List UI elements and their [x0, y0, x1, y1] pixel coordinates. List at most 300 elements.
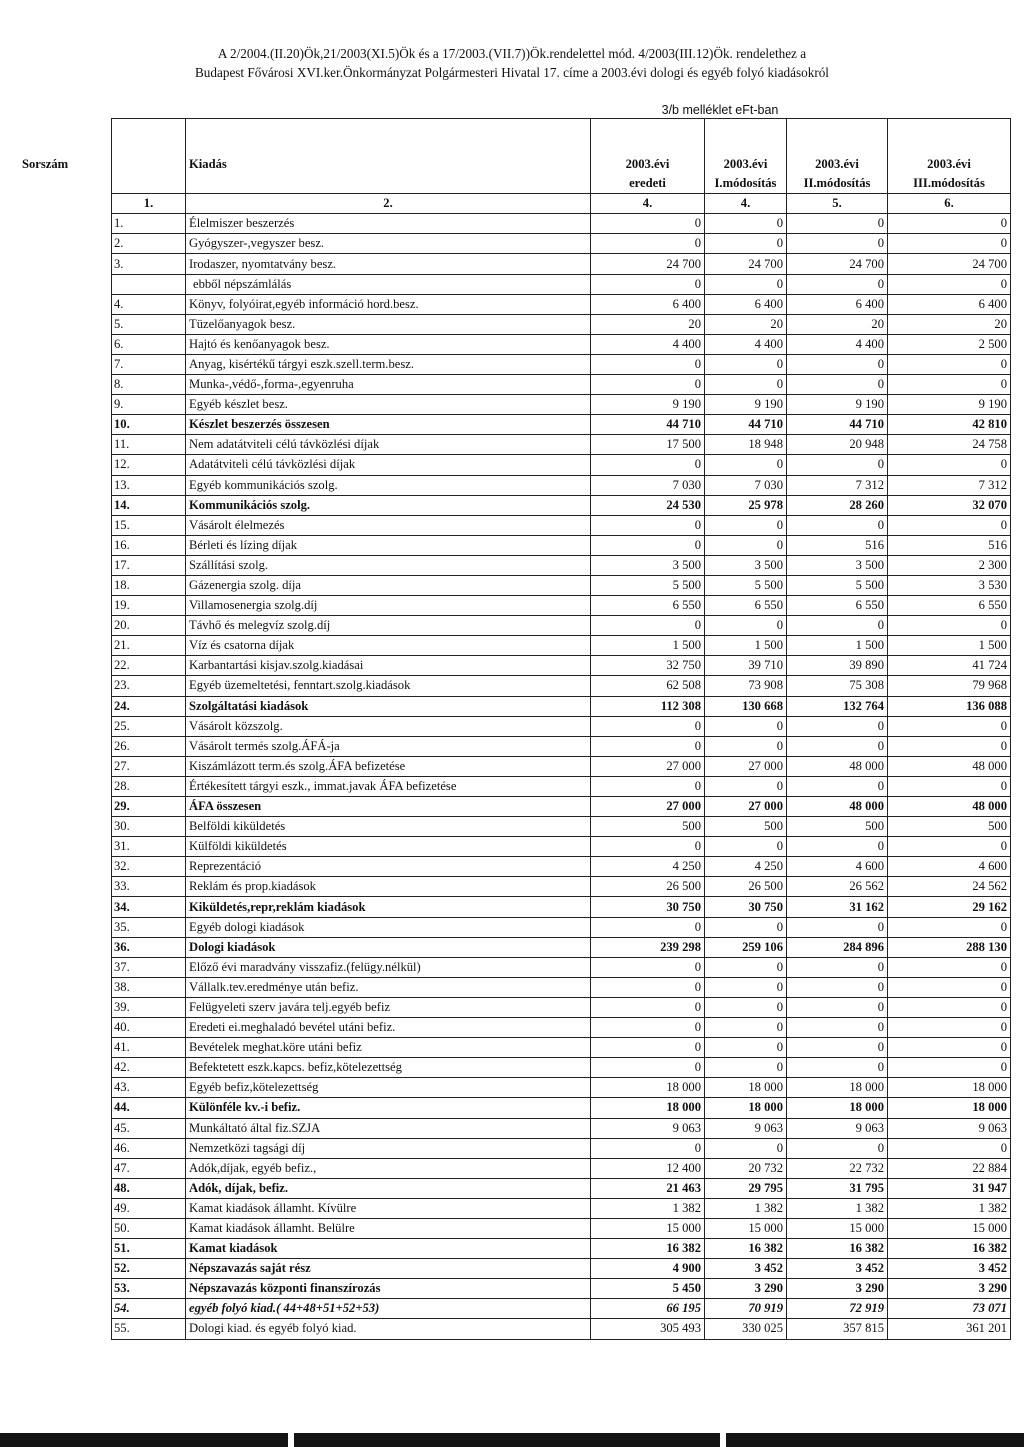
- table-row: [112, 575, 1011, 595]
- row-number: 18.: [112, 575, 186, 595]
- row-number: 55.: [112, 1319, 186, 1339]
- document-header: [0, 44, 1024, 82]
- row-label: Tüzelőanyagok besz.: [186, 314, 591, 334]
- header-line-2: Budapest Fővárosi XVI.ker.Önkormányzat Polgármesteri Hivatal 17. címe a 2003.évi dologi és egyéb folyó kiadásokról: [195, 65, 829, 80]
- table-row: [112, 214, 1011, 234]
- row-label: Vásárolt termés szolg.ÁFÁ-ja: [186, 736, 591, 756]
- row-number: 24.: [112, 696, 186, 716]
- row-value-col-4: 0: [888, 616, 1011, 636]
- row-label: Adatátviteli célú távközlési díjak: [186, 455, 591, 475]
- table-row: [112, 596, 1011, 616]
- row-value-col-3: 31 162: [787, 897, 888, 917]
- row-number: 22.: [112, 656, 186, 676]
- table-row: [112, 997, 1011, 1017]
- row-value-col-3: 3 290: [787, 1279, 888, 1299]
- row-value-col-3: 20: [787, 314, 888, 334]
- col-index-1: 1.: [112, 194, 186, 214]
- col-header-year-1: 2003.évi: [591, 155, 705, 174]
- header-row-index: [112, 194, 1011, 214]
- row-value-col-1: 9 190: [591, 395, 705, 415]
- row-value-col-1: 17 500: [591, 435, 705, 455]
- row-value-col-3: 31 795: [787, 1178, 888, 1198]
- row-number: 7.: [112, 354, 186, 374]
- row-value-col-3: 0: [787, 616, 888, 636]
- row-value-col-4: 2 300: [888, 555, 1011, 575]
- row-value-col-4: 0: [888, 234, 1011, 254]
- row-value-col-1: 239 298: [591, 937, 705, 957]
- row-value-col-4: 32 070: [888, 495, 1011, 515]
- table-row: [112, 294, 1011, 314]
- row-value-col-2: 6 400: [705, 294, 787, 314]
- row-value-col-2: 30 750: [705, 897, 787, 917]
- row-value-col-1: 4 900: [591, 1259, 705, 1279]
- row-value-col-1: 5 450: [591, 1279, 705, 1299]
- row-value-col-3: 18 000: [787, 1098, 888, 1118]
- row-value-col-4: 9 063: [888, 1118, 1011, 1138]
- col-index-5: 5.: [787, 194, 888, 214]
- row-value-col-3: 9 190: [787, 395, 888, 415]
- row-value-col-2: 0: [705, 917, 787, 937]
- row-value-col-2: 130 668: [705, 696, 787, 716]
- row-label: Munkáltató által fiz.SZJA: [186, 1118, 591, 1138]
- col-header-type-2: I.módosítás: [705, 174, 787, 194]
- row-value-col-4: 22 884: [888, 1158, 1011, 1178]
- row-value-col-3: 15 000: [787, 1218, 888, 1238]
- row-value-col-1: 0: [591, 1138, 705, 1158]
- row-label: Nem adatátviteli célú távközlési díjak: [186, 435, 591, 455]
- row-value-col-4: 0: [888, 736, 1011, 756]
- row-value-col-3: 0: [787, 837, 888, 857]
- row-value-col-3: 39 890: [787, 656, 888, 676]
- row-value-col-1: 24 700: [591, 254, 705, 274]
- table-row: [112, 1018, 1011, 1038]
- row-value-col-4: 73 071: [888, 1299, 1011, 1319]
- table-row: [112, 1259, 1011, 1279]
- row-value-col-1: 4 250: [591, 857, 705, 877]
- row-value-col-2: 259 106: [705, 937, 787, 957]
- header-line-1: A 2/2004.(II.20)Ök,21/2003(XI.5)Ök és a 17/2003.(VII.7))Ök.rendelettel mód. 4/2003(III.12)Ök. rendelethez a: [217, 46, 807, 61]
- table-row: [112, 1038, 1011, 1058]
- table-row: [112, 314, 1011, 334]
- row-value-col-3: 1 382: [787, 1198, 888, 1218]
- row-value-col-1: 6 550: [591, 596, 705, 616]
- header-spacer-row: [112, 119, 1011, 156]
- row-value-col-4: 0: [888, 354, 1011, 374]
- row-value-col-2: 3 500: [705, 555, 787, 575]
- row-value-col-1: 4 400: [591, 334, 705, 354]
- row-value-col-2: 5 500: [705, 575, 787, 595]
- row-value-col-3: 4 400: [787, 334, 888, 354]
- row-value-col-2: 3 452: [705, 1259, 787, 1279]
- row-value-col-4: 1 382: [888, 1198, 1011, 1218]
- row-value-col-4: 18 000: [888, 1078, 1011, 1098]
- row-value-col-2: 0: [705, 1038, 787, 1058]
- row-value-col-1: 9 063: [591, 1118, 705, 1138]
- table-row: [112, 535, 1011, 555]
- row-value-col-3: 26 562: [787, 877, 888, 897]
- row-value-col-3: 6 550: [787, 596, 888, 616]
- row-value-col-3: 5 500: [787, 575, 888, 595]
- row-label: Reklám és prop.kiadások: [186, 877, 591, 897]
- row-value-col-4: 42 810: [888, 415, 1011, 435]
- row-value-col-3: 0: [787, 977, 888, 997]
- row-number: 41.: [112, 1038, 186, 1058]
- row-value-col-1: 3 500: [591, 555, 705, 575]
- row-value-col-3: 0: [787, 716, 888, 736]
- row-value-col-4: 48 000: [888, 756, 1011, 776]
- row-value-col-3: 4 600: [787, 857, 888, 877]
- row-number: 36.: [112, 937, 186, 957]
- row-value-col-3: 0: [787, 1138, 888, 1158]
- row-label: Külföldi kiküldetés: [186, 837, 591, 857]
- row-label: Víz és csatorna díjak: [186, 636, 591, 656]
- table-row: [112, 696, 1011, 716]
- row-value-col-3: 48 000: [787, 797, 888, 817]
- row-value-col-3: 6 400: [787, 294, 888, 314]
- table-row: [112, 375, 1011, 395]
- row-number: 9.: [112, 395, 186, 415]
- row-value-col-4: 0: [888, 1058, 1011, 1078]
- row-value-col-1: 0: [591, 375, 705, 395]
- table-row: [112, 274, 1011, 294]
- col-index-2: 2.: [186, 194, 591, 214]
- row-value-col-2: 6 550: [705, 596, 787, 616]
- row-value-col-2: 0: [705, 214, 787, 234]
- row-value-col-4: 0: [888, 455, 1011, 475]
- subtitle: 3/b melléklet eFt-ban: [661, 103, 779, 117]
- row-value-col-2: 27 000: [705, 756, 787, 776]
- row-value-col-1: 0: [591, 535, 705, 555]
- row-value-col-1: 112 308: [591, 696, 705, 716]
- row-number: 13.: [112, 475, 186, 495]
- row-number: 51.: [112, 1239, 186, 1259]
- table-row: [112, 977, 1011, 997]
- col-header-year-3: 2003.évi: [787, 155, 888, 174]
- row-value-col-3: 7 312: [787, 475, 888, 495]
- row-number: 5.: [112, 314, 186, 334]
- row-value-col-1: 0: [591, 957, 705, 977]
- col-header-kiadas: Kiadás: [186, 155, 591, 174]
- row-number: 53.: [112, 1279, 186, 1299]
- col-header-type-4: III.módosítás: [888, 174, 1011, 194]
- row-value-col-1: 7 030: [591, 475, 705, 495]
- row-value-col-4: 20: [888, 314, 1011, 334]
- row-label: Gyógyszer-,vegyszer besz.: [186, 234, 591, 254]
- row-value-col-4: 24 562: [888, 877, 1011, 897]
- row-value-col-4: 288 130: [888, 937, 1011, 957]
- row-value-col-3: 0: [787, 776, 888, 796]
- row-value-col-3: 0: [787, 375, 888, 395]
- row-label: Karbantartási kisjav.szolg.kiadásai: [186, 656, 591, 676]
- row-value-col-2: 39 710: [705, 656, 787, 676]
- row-value-col-4: 15 000: [888, 1218, 1011, 1238]
- row-value-col-1: 305 493: [591, 1319, 705, 1339]
- row-value-col-2: 73 908: [705, 676, 787, 696]
- row-label: Vásárolt közszolg.: [186, 716, 591, 736]
- row-label: Kiküldetés,repr,reklám kiadások: [186, 897, 591, 917]
- row-label: Kamat kiadások államht. Kívülre: [186, 1198, 591, 1218]
- table-row: [112, 254, 1011, 274]
- row-label: Adók, díjak, befiz.: [186, 1178, 591, 1198]
- row-value-col-3: 24 700: [787, 254, 888, 274]
- row-value-col-4: 361 201: [888, 1319, 1011, 1339]
- table-row: [112, 716, 1011, 736]
- table-row: [112, 1118, 1011, 1138]
- row-value-col-4: 1 500: [888, 636, 1011, 656]
- row-value-col-1: 0: [591, 616, 705, 636]
- row-value-col-1: 21 463: [591, 1178, 705, 1198]
- row-label: Befektetett eszk.kapcs. befiz,kötelezettség: [186, 1058, 591, 1078]
- row-number: 49.: [112, 1198, 186, 1218]
- row-label: Bérleti és lízing díjak: [186, 535, 591, 555]
- row-number: 17.: [112, 555, 186, 575]
- row-number: 32.: [112, 857, 186, 877]
- row-value-col-2: 18 000: [705, 1078, 787, 1098]
- row-value-col-4: 18 000: [888, 1098, 1011, 1118]
- row-label: Anyag, kisértékű tárgyi eszk.szell.term.besz.: [186, 354, 591, 374]
- table-row: [112, 837, 1011, 857]
- row-number: 44.: [112, 1098, 186, 1118]
- row-value-col-4: 3 452: [888, 1259, 1011, 1279]
- row-value-col-1: 15 000: [591, 1218, 705, 1238]
- row-value-col-3: 0: [787, 354, 888, 374]
- row-number: 48.: [112, 1178, 186, 1198]
- row-label: Nemzetközi tagsági díj: [186, 1138, 591, 1158]
- row-value-col-2: 18 000: [705, 1098, 787, 1118]
- row-value-col-2: 9 190: [705, 395, 787, 415]
- table-row: [112, 1198, 1011, 1218]
- row-number: 12.: [112, 455, 186, 475]
- table-row: [112, 756, 1011, 776]
- row-number: 31.: [112, 837, 186, 857]
- row-value-col-3: 0: [787, 997, 888, 1017]
- row-value-col-3: 0: [787, 455, 888, 475]
- row-value-col-4: 4 600: [888, 857, 1011, 877]
- row-value-col-4: 41 724: [888, 656, 1011, 676]
- row-label: Kamat kiadások: [186, 1239, 591, 1259]
- row-label: Értékesített tárgyi eszk., immat.javak ÁFA befizetése: [186, 776, 591, 796]
- table-row: [112, 1218, 1011, 1238]
- row-value-col-2: 20: [705, 314, 787, 334]
- row-number: 33.: [112, 877, 186, 897]
- row-number: 52.: [112, 1259, 186, 1279]
- row-value-col-2: 1 500: [705, 636, 787, 656]
- row-value-col-4: 0: [888, 716, 1011, 736]
- row-value-col-4: 0: [888, 957, 1011, 977]
- row-number: 2.: [112, 234, 186, 254]
- row-label: Népszavazás központi finanszírozás: [186, 1279, 591, 1299]
- table-row: [112, 937, 1011, 957]
- row-value-col-3: 1 500: [787, 636, 888, 656]
- row-number: 10.: [112, 415, 186, 435]
- row-value-col-4: 16 382: [888, 1239, 1011, 1259]
- row-value-col-2: 0: [705, 535, 787, 555]
- row-number: 14.: [112, 495, 186, 515]
- row-value-col-1: 12 400: [591, 1158, 705, 1178]
- row-value-col-2: 0: [705, 1058, 787, 1078]
- row-value-col-4: 0: [888, 837, 1011, 857]
- row-value-col-4: 31 947: [888, 1178, 1011, 1198]
- row-label: Egyéb készlet besz.: [186, 395, 591, 415]
- row-label: Munka-,védő-,forma-,egyenruha: [186, 375, 591, 395]
- row-label: egyéb folyó kiad.( 44+48+51+52+53): [186, 1299, 591, 1319]
- row-value-col-2: 27 000: [705, 797, 787, 817]
- row-label: Reprezentáció: [186, 857, 591, 877]
- row-number: 46.: [112, 1138, 186, 1158]
- row-label: Egyéb üzemeltetési, fenntart.szolg.kiadások: [186, 676, 591, 696]
- row-label: Villamosenergia szolg.díj: [186, 596, 591, 616]
- table-row: [112, 857, 1011, 877]
- row-label: Szállítási szolg.: [186, 555, 591, 575]
- row-value-col-2: 9 063: [705, 1118, 787, 1138]
- col-header-year-4: 2003.évi: [888, 155, 1011, 174]
- row-value-col-1: 66 195: [591, 1299, 705, 1319]
- row-value-col-3: 284 896: [787, 937, 888, 957]
- row-value-col-1: 0: [591, 354, 705, 374]
- row-label: ÁFA összesen: [186, 797, 591, 817]
- table-row: [112, 395, 1011, 415]
- row-number: 20.: [112, 616, 186, 636]
- row-number: 39.: [112, 997, 186, 1017]
- row-value-col-4: 79 968: [888, 676, 1011, 696]
- row-value-col-4: 24 700: [888, 254, 1011, 274]
- table-row: [112, 555, 1011, 575]
- row-value-col-1: 27 000: [591, 797, 705, 817]
- row-number: 54.: [112, 1299, 186, 1319]
- row-value-col-2: 1 382: [705, 1198, 787, 1218]
- row-value-col-3: 0: [787, 1058, 888, 1078]
- row-label: ebből népszámlálás: [186, 274, 591, 294]
- table-row: [112, 917, 1011, 937]
- row-number: 30.: [112, 817, 186, 837]
- row-value-col-3: 3 452: [787, 1259, 888, 1279]
- row-value-col-2: 330 025: [705, 1319, 787, 1339]
- expenditure-table: [22, 118, 1011, 1340]
- row-value-col-2: 16 382: [705, 1239, 787, 1259]
- row-number: 8.: [112, 375, 186, 395]
- row-value-col-3: 0: [787, 957, 888, 977]
- table-row: [112, 797, 1011, 817]
- row-value-col-2: 0: [705, 716, 787, 736]
- row-value-col-2: 0: [705, 957, 787, 977]
- row-value-col-2: 24 700: [705, 254, 787, 274]
- row-value-col-1: 26 500: [591, 877, 705, 897]
- row-value-col-2: 15 000: [705, 1218, 787, 1238]
- row-label: Különféle kv.-i befiz.: [186, 1098, 591, 1118]
- table-row: [112, 616, 1011, 636]
- row-value-col-3: 20 948: [787, 435, 888, 455]
- table-row: [112, 1319, 1011, 1339]
- row-value-col-2: 3 290: [705, 1279, 787, 1299]
- row-label: Népszavazás saját rész: [186, 1259, 591, 1279]
- row-number: 23.: [112, 676, 186, 696]
- row-value-col-2: 0: [705, 234, 787, 254]
- row-value-col-1: 0: [591, 837, 705, 857]
- row-number: 21.: [112, 636, 186, 656]
- row-label: Készlet beszerzés összesen: [186, 415, 591, 435]
- row-value-col-3: 357 815: [787, 1319, 888, 1339]
- row-value-col-1: 18 000: [591, 1078, 705, 1098]
- row-value-col-4: 0: [888, 1038, 1011, 1058]
- row-value-col-3: 3 500: [787, 555, 888, 575]
- col-header-year-2: 2003.évi: [705, 155, 787, 174]
- row-value-col-2: 0: [705, 455, 787, 475]
- col-index-4: 4.: [705, 194, 787, 214]
- table-row: [112, 736, 1011, 756]
- row-value-col-1: 0: [591, 1018, 705, 1038]
- row-label: Hajtó és kenőanyagok besz.: [186, 334, 591, 354]
- row-label: Dologi kiad. és egyéb folyó kiad.: [186, 1319, 591, 1339]
- row-label: Belföldi kiküldetés: [186, 817, 591, 837]
- row-value-col-2: 18 948: [705, 435, 787, 455]
- row-value-col-1: 44 710: [591, 415, 705, 435]
- row-value-col-4: 0: [888, 917, 1011, 937]
- row-value-col-3: 0: [787, 515, 888, 535]
- row-value-col-2: 4 400: [705, 334, 787, 354]
- row-value-col-4: 136 088: [888, 696, 1011, 716]
- row-value-col-1: 0: [591, 515, 705, 535]
- row-number: 4.: [112, 294, 186, 314]
- row-value-col-4: 0: [888, 214, 1011, 234]
- row-number: 11.: [112, 435, 186, 455]
- row-label: Vásárolt élelmezés: [186, 515, 591, 535]
- table-row: [112, 776, 1011, 796]
- header-row-type: [112, 174, 1011, 194]
- table-row: [112, 957, 1011, 977]
- row-value-col-4: 48 000: [888, 797, 1011, 817]
- table-row: [112, 1299, 1011, 1319]
- row-number: 43.: [112, 1078, 186, 1098]
- row-label: Adók,díjak, egyéb befiz.,: [186, 1158, 591, 1178]
- row-value-col-3: 9 063: [787, 1118, 888, 1138]
- table-row: [112, 234, 1011, 254]
- row-number: 50.: [112, 1218, 186, 1238]
- row-value-col-3: 0: [787, 234, 888, 254]
- row-value-col-2: 7 030: [705, 475, 787, 495]
- table-row: [112, 1158, 1011, 1178]
- row-value-col-3: 22 732: [787, 1158, 888, 1178]
- row-value-col-2: 29 795: [705, 1178, 787, 1198]
- row-value-col-1: 500: [591, 817, 705, 837]
- row-label: Egyéb kommunikációs szolg.: [186, 475, 591, 495]
- row-value-col-2: 70 919: [705, 1299, 787, 1319]
- row-value-col-4: 7 312: [888, 475, 1011, 495]
- col-index-6: 6.: [888, 194, 1011, 214]
- table-row: [112, 656, 1011, 676]
- row-number: 6.: [112, 334, 186, 354]
- row-value-col-4: 29 162: [888, 897, 1011, 917]
- row-value-col-4: 0: [888, 776, 1011, 796]
- row-value-col-2: 0: [705, 354, 787, 374]
- table-row: [112, 1138, 1011, 1158]
- row-value-col-3: 44 710: [787, 415, 888, 435]
- row-value-col-1: 0: [591, 736, 705, 756]
- row-label: Élelmiszer beszerzés: [186, 214, 591, 234]
- row-value-col-1: 0: [591, 214, 705, 234]
- row-value-col-2: 0: [705, 776, 787, 796]
- row-value-col-1: 62 508: [591, 676, 705, 696]
- table-row: [112, 455, 1011, 475]
- row-value-col-1: 1 382: [591, 1198, 705, 1218]
- row-value-col-3: 0: [787, 1038, 888, 1058]
- row-value-col-4: 24 758: [888, 435, 1011, 455]
- row-number: 3.: [112, 254, 186, 274]
- row-number: 38.: [112, 977, 186, 997]
- row-value-col-3: 72 919: [787, 1299, 888, 1319]
- table-row: [112, 817, 1011, 837]
- row-value-col-2: 0: [705, 977, 787, 997]
- table-body: [22, 119, 1011, 1340]
